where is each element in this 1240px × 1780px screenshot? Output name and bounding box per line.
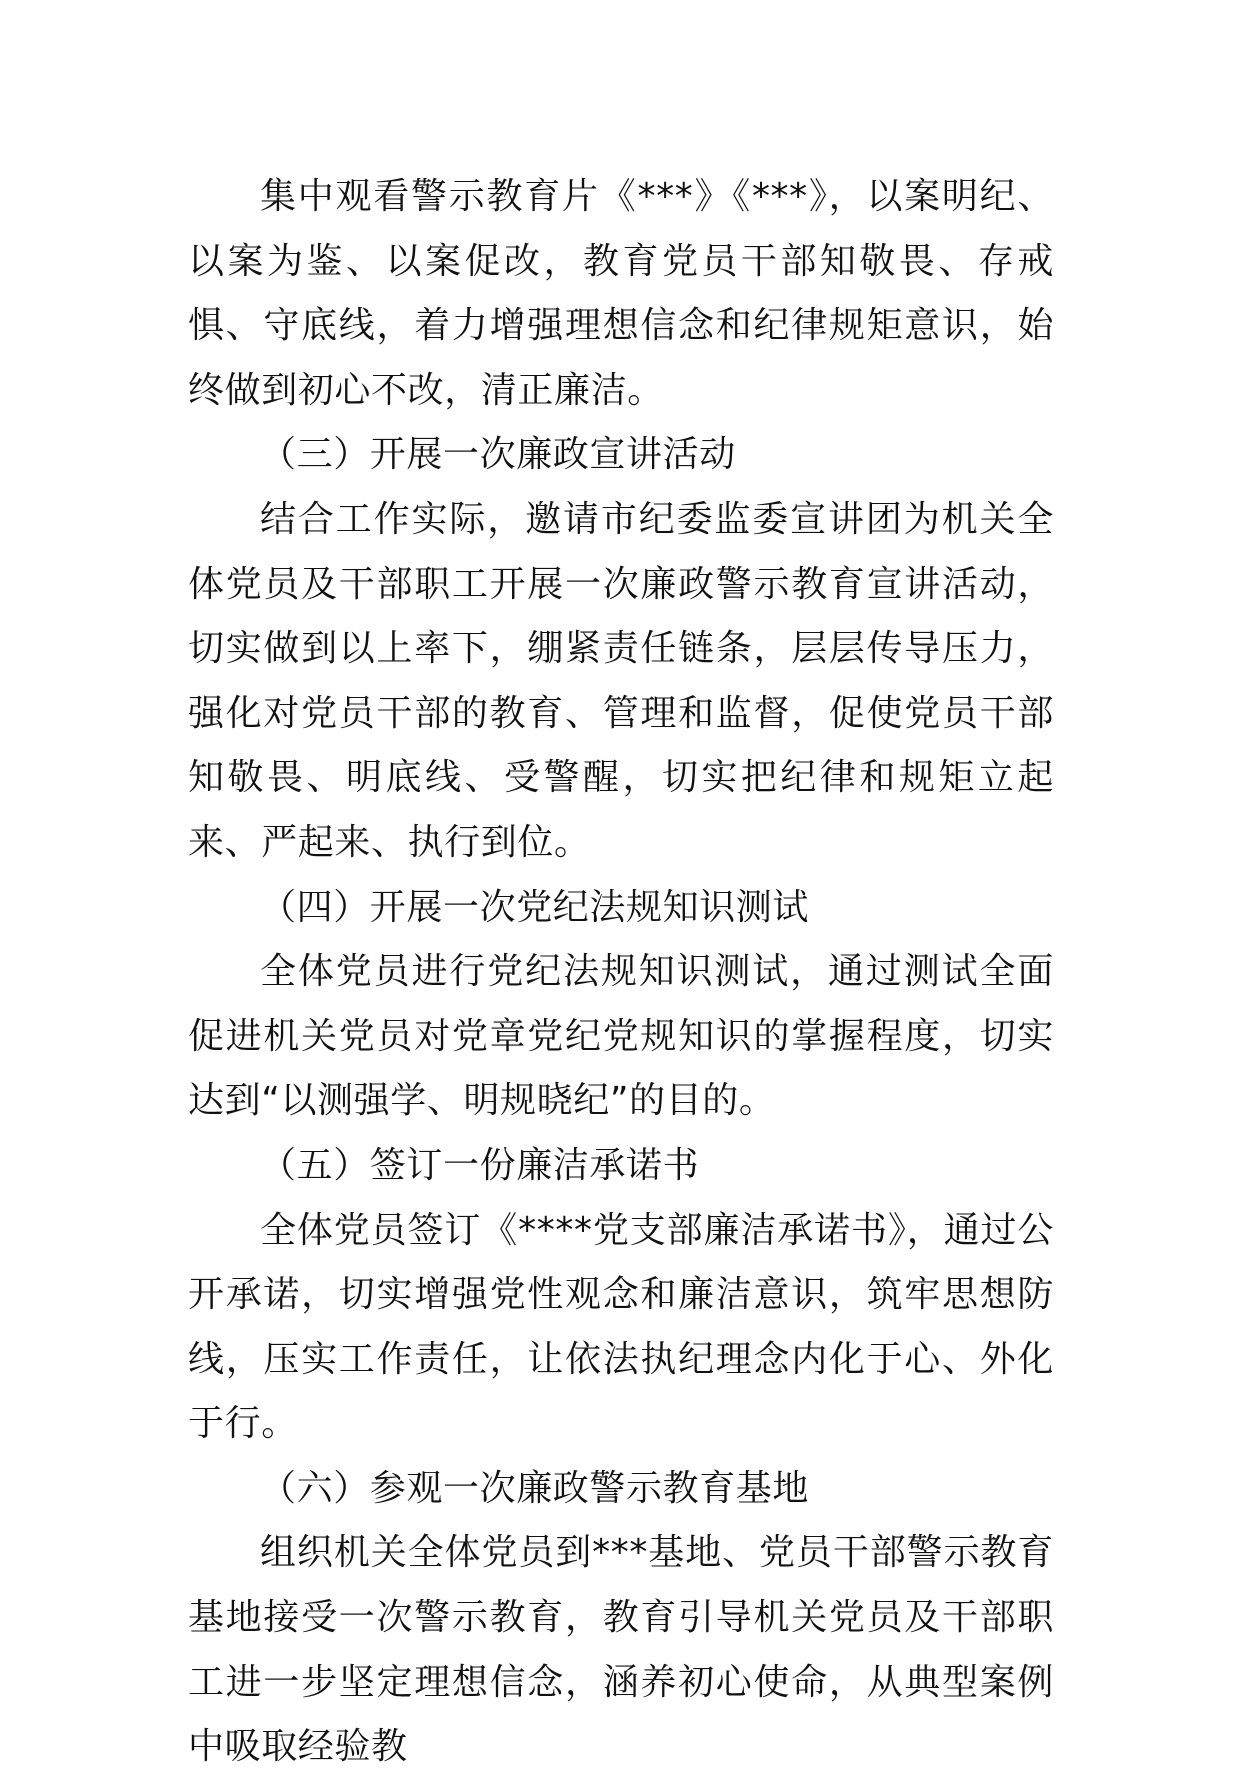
section-heading-6: （六）参观一次廉政警示教育基地 bbox=[260, 1467, 810, 1509]
paragraph-lecture: 结合工作实际，邀请市纪委监委宣讲团为机关全体党员及干部职工开展一次廉政警示教育宣讲活动，切实做到以上率下，绷紧责任链条，层层传导压力，强化对党员干部的教育、管理和监督，促使党员干部知敬畏、明底线、受警醒，切实把纪律和规矩立起来、严起来、执行到位。 bbox=[188, 498, 1054, 863]
document-body bbox=[188, 165, 1054, 1780]
paragraph-knowledge-test: 全体党员进行党纪法规知识测试，通过测试全面促进机关党员对党章党纪党规知识的掌握程度，切实达到“以测强学、明规晓纪”的目的。 bbox=[188, 951, 1054, 1122]
paragraph-video-education: 集中观看警示教育片《***》《***》，以案明纪、以案为鉴、以案促改，教育党员干部知敬畏、存戒惧、守底线，着力增强理想信念和纪律规矩意识，始终做到初心不改，清正廉洁。 bbox=[188, 176, 1054, 411]
section-heading-4: （四）开展一次党纪法规知识测试 bbox=[260, 886, 810, 928]
paragraph-pledge: 全体党员签订《****党支部廉洁承诺书》，通过公开承诺，切实增强党性观念和廉洁意识，筑牢思想防线，压实工作责任，让依法执纪理念内化于心、外化于行。 bbox=[188, 1209, 1054, 1445]
paragraph-base-visit: 组织机关全体党员到***基地、党员干部警示教育基地接受一次警示教育，教育引导机关党员及干部职工进一步坚定理想信念，涵养初心使命，从典型案例中吸取经验教 bbox=[188, 1532, 1054, 1768]
section-heading-5: （五）签订一份廉洁承诺书 bbox=[260, 1144, 700, 1186]
section-heading-3: （三）开展一次廉政宣讲活动 bbox=[260, 434, 736, 476]
